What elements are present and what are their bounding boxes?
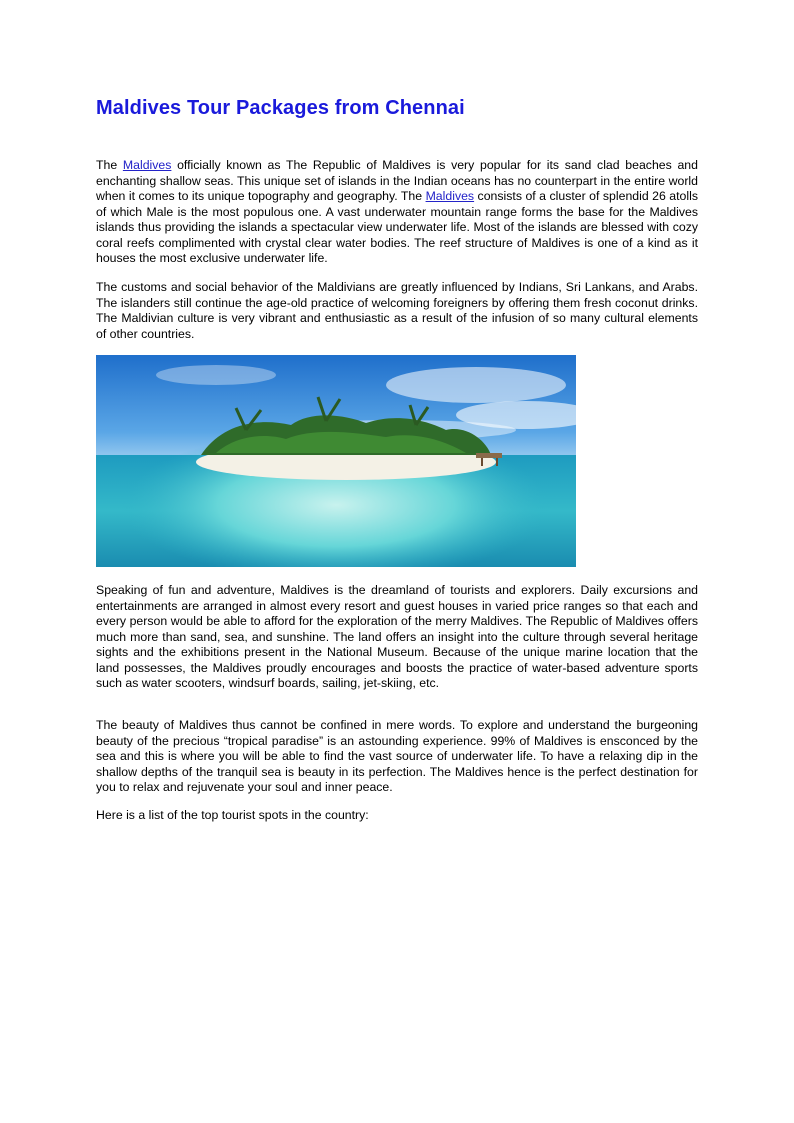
intro-text-3: consists of a cluster of splendid 26 atolls of which Male is the most populous one. A vast underwater mountain range forms the base for the Maldives islands thus providing the islands a spectacular view underwater life. Most of the islands are blessed with cozy coral reefs complimented with crystal clear water bodies. The reef structure of Maldives is one of a kind as it houses the most exclusive underwater life.: [96, 189, 699, 265]
intro-text-2: officially known as The Republic of Maldives is very popular for its sand clad beaches and enchanting shallow seas. This unique set of islands in the Indian oceans has no counterpart in the entire world when it comes to its unique topography and geography. The: [96, 158, 698, 203]
page-title: Maldives Tour Packages from Chennai: [96, 97, 465, 119]
maldives-island-photo: [96, 355, 576, 567]
adventure-paragraph: Speaking of fun and adventure, Maldives is the dreamland of tourists and explorers. Daily excursions and entertainments are arranged in almost every resort and guest houses in varied price ranges so that each and every person would be able to afford for the exploration of the merry Maldives. The Republic of Maldives offers much more than sand, sea, and sunshine. The land offers an insight into the culture through several heritage sights and the exhibitions present in the National Museum. Because of the unique marine location that the land possesses, the Maldives proudly encourages and boosts the practice of water-based adventure sports such as water scooters, windsurf boards, sailing, jet-skiing, etc.: [96, 583, 698, 690]
intro-paragraph: [96, 158, 698, 267]
tourist-spots-intro: Here is a list of the top tourist spots in the country:: [96, 808, 369, 822]
maldives-link[interactable]: Maldives: [122, 158, 172, 172]
maldives-link-2[interactable]: Maldives: [425, 189, 475, 203]
beauty-paragraph: The beauty of Maldives thus cannot be confined in mere words. To explore and understand the burgeoning beauty of the precious “tropical paradise” is an astounding experience. 99% of Maldives is ensconced by the sea and this is where you will be able to find the vast source of underwater life. To have a relaxing dip in the shallow depths of the tranquil sea is beauty in its perfection. The Maldives hence is the perfect destination for you to relax and rejuvenate your soul and inner peace.: [96, 718, 698, 794]
intro-text-1: The: [96, 158, 123, 172]
culture-paragraph: The customs and social behavior of the Maldivians are greatly influenced by Indians, Sri Lankans, and Arabs. The islanders still continue the age-old practice of welcoming foreigners by offering them fresh coconut drinks. The Maldivian culture is very vibrant and enthusiastic as a result of the infusion of so many cultural elements of other countries.: [96, 280, 698, 341]
